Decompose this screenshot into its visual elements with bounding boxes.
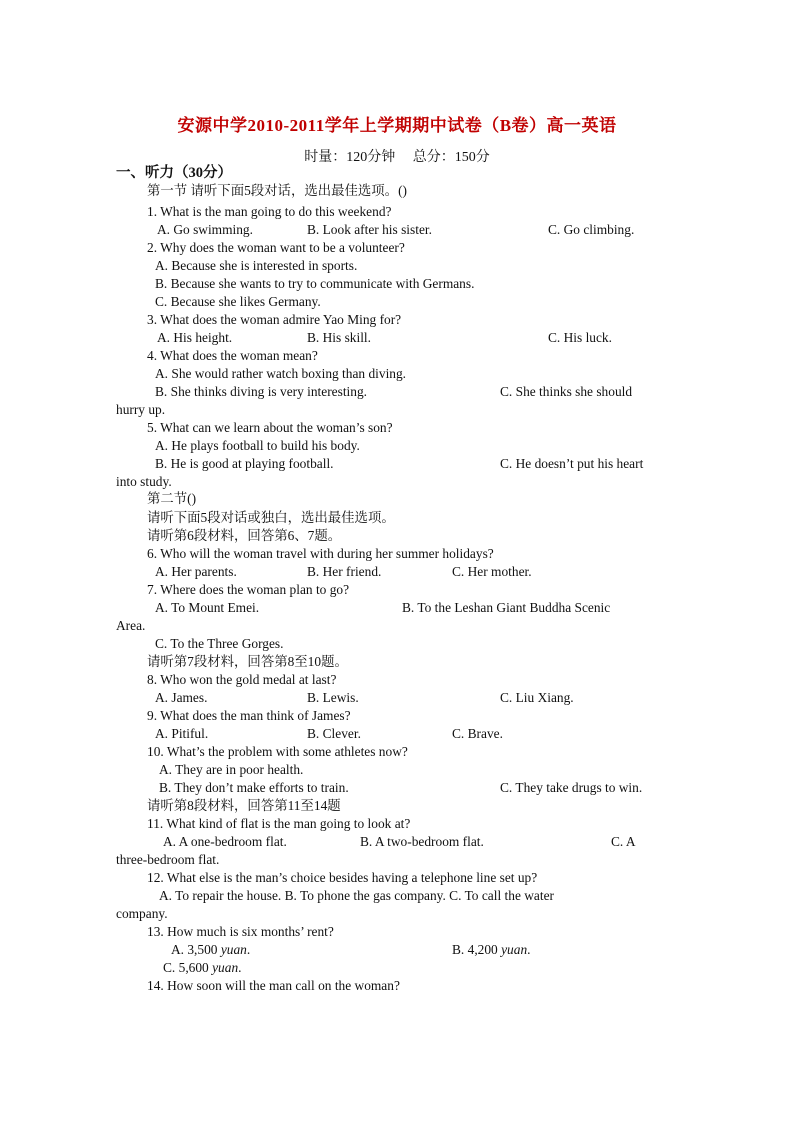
option: A. Her parents. <box>155 564 237 579</box>
question: 1. What is the man going to do this weekend? <box>147 204 392 219</box>
option: B. Look after his sister. <box>307 222 432 237</box>
option: C. He doesn’t put his heart <box>500 456 644 471</box>
option: A. She would rather watch boxing than diving. <box>155 366 407 381</box>
option: B. A two-bedroom flat. <box>360 834 484 849</box>
currency-unit: yuan <box>212 960 239 975</box>
section-heading: 一、听力（30分） <box>116 165 232 181</box>
option-continued: Area. <box>116 618 146 633</box>
option: A. Go swimming. <box>157 222 253 237</box>
option: A. To Mount Emei. <box>155 600 260 615</box>
question: 12. What else is the man’s choice besides having a telephone line set up? <box>147 870 538 885</box>
material-instruction: 请听第7段材料，回答第8至10题。 <box>147 654 348 669</box>
option-amount: C. 5,600 <box>163 960 213 975</box>
option-amount: A. 3,500 <box>171 942 221 957</box>
part-header: 第一节 请听下面5段对话，选出最佳选项。() <box>147 183 407 198</box>
exam-title: 安源中学2010-2011学年上学期期中试卷（B卷）高一英语 <box>177 116 617 135</box>
option: C. Liu Xiang. <box>500 690 574 705</box>
option-continued: hurry up. <box>116 402 166 417</box>
option: A. He plays football to build his body. <box>155 438 360 453</box>
option: A. His height. <box>157 330 233 345</box>
option: C. They take drugs to win. <box>500 780 643 795</box>
option: B. Clever. <box>307 726 361 741</box>
currency-unit: yuan <box>501 942 528 957</box>
option: C. To the Three Gorges. <box>155 636 284 651</box>
currency-unit: yuan <box>220 942 247 957</box>
option: C. A <box>611 834 636 849</box>
question: 10. What’s the problem with some athletes now? <box>147 744 408 759</box>
exam-meta: 时量：120分钟 总分：150分 <box>304 150 490 165</box>
options-line: A. To repair the house. B. To phone the gas company. C. To call the water <box>159 888 554 903</box>
part-instruction: 请听下面5段对话或独白，选出最佳选项。 <box>147 510 395 525</box>
option: C. Her mother. <box>452 564 532 579</box>
option: B. She thinks diving is very interesting. <box>155 384 368 399</box>
part-header: 第二节() <box>147 491 197 506</box>
question: 13. How much is six months’ rent? <box>147 924 334 939</box>
option-continued: company. <box>116 906 168 921</box>
option: A. 3,500 yuan. <box>171 942 251 957</box>
option: C. His luck. <box>548 330 612 345</box>
option: A. Pitiful. <box>155 726 209 741</box>
option: B. Because she wants to try to communicate with Germans. <box>155 276 475 291</box>
question: 11. What kind of flat is the man going to look at? <box>147 816 411 831</box>
option: B. His skill. <box>307 330 371 345</box>
option: B. Her friend. <box>307 564 382 579</box>
question: 7. Where does the woman plan to go? <box>147 582 350 597</box>
question: 14. How soon will the man call on the woman? <box>147 978 400 993</box>
option: A. James. <box>155 690 208 705</box>
option: B. Lewis. <box>307 690 359 705</box>
question: 8. Who won the gold medal at last? <box>147 672 337 687</box>
option: A. A one-bedroom flat. <box>163 834 287 849</box>
question: 3. What does the woman admire Yao Ming for? <box>147 312 402 327</box>
option: B. 4,200 yuan. <box>452 942 531 957</box>
option: A. Because she is interested in sports. <box>155 258 358 273</box>
option: B. He is good at playing football. <box>155 456 334 471</box>
option: B. They don’t make efforts to train. <box>159 780 349 795</box>
option: C. She thinks she should <box>500 384 633 399</box>
question: 4. What does the woman mean? <box>147 348 318 363</box>
question: 6. Who will the woman travel with during her summer holidays? <box>147 546 494 561</box>
option: C. Because she likes Germany. <box>155 294 321 309</box>
option: C. Go climbing. <box>548 222 635 237</box>
option-continued: into study. <box>116 474 172 489</box>
option: C. 5,600 yuan. <box>163 960 242 975</box>
option: C. Brave. <box>452 726 503 741</box>
question: 5. What can we learn about the woman’s son? <box>147 420 393 435</box>
option-continued: three-bedroom flat. <box>116 852 220 867</box>
option: B. To the Leshan Giant Buddha Scenic <box>402 600 611 615</box>
material-instruction: 请听第6段材料，回答第6、7题。 <box>147 528 342 543</box>
question: 9. What does the man think of James? <box>147 708 351 723</box>
question: 2. Why does the woman want to be a volunteer? <box>147 240 405 255</box>
material-instruction: 请听第8段材料，回答第11至14题 <box>147 798 341 813</box>
option: A. They are in poor health. <box>159 762 304 777</box>
option-amount: B. 4,200 <box>452 942 502 957</box>
